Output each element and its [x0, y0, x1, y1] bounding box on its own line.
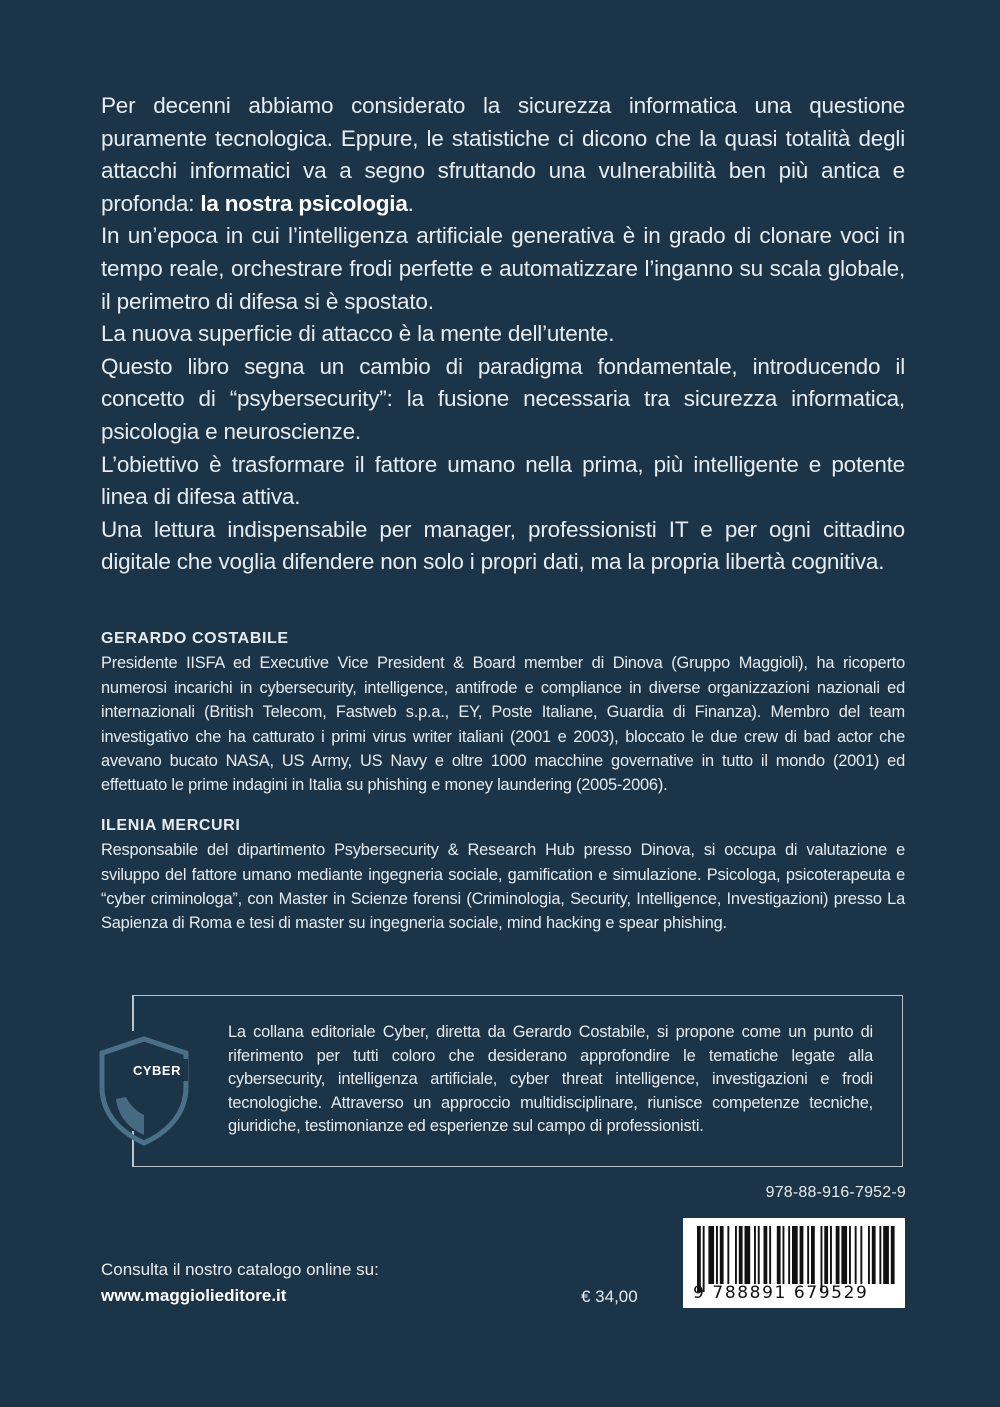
barcode-bar	[792, 1226, 798, 1284]
author-name: ILENIA MERCURI	[101, 816, 241, 834]
barcode-bar	[872, 1226, 876, 1284]
barcode-bar	[708, 1226, 714, 1284]
author-bio: Responsabile del dipartimento Psybersecurity & Research Hub presso Dinova, si occupa di valutazione e sviluppo del fattore umano mediante ingegneria sociale, gamification e simulazione. Psicologa, psicoterapeuta e “cyber criminologa”, con Master in Scienze forensi (Criminologia, Security, Intelligence, Investigazioni) presso La Sapienza di Roma e tesi di master su ingegneria sociale, mind hacking e spear phishing.	[101, 841, 905, 933]
barcode-bar	[860, 1226, 862, 1284]
author-bios	[101, 627, 905, 952]
barcode-bar	[841, 1226, 847, 1284]
series-description: La collana editoriale Cyber, diretta da Gerardo Costabile, si propone come un punto di riferimento per tutti coloro che desiderano approfondire le tematiche legate alla cybersecurity, intelligenza artificiale, cyber threat intelligence, investigazioni e frodi tecnologiche. Attraverso un approccio multidisciplinare, riunisce competenze tecniche, giuridiche, testimonianze ed esperienze sul campo di professionisti.	[228, 1023, 873, 1136]
barcode-bar	[807, 1226, 809, 1284]
catalog-text: Consulta il nostro catalogo online su:	[101, 1260, 379, 1279]
barcode-bar	[754, 1226, 756, 1284]
barcode-bar	[855, 1226, 857, 1284]
barcode-bar	[849, 1226, 851, 1284]
author-name: GERARDO COSTABILE	[101, 630, 289, 647]
barcode-bar	[758, 1226, 760, 1284]
cyber-logo-text: CYBER	[132, 1063, 182, 1078]
blurb-paragraph: Una lettura indispensabile per manager, professionisti IT e per ogni cittadino digitale che voglia difendere non solo i propri dati, ma la propria libertà cognitiva.	[101, 516, 905, 575]
barcode-digits: 9 788891 679529	[693, 1283, 869, 1303]
blurb	[101, 90, 905, 579]
barcode-bar	[788, 1226, 790, 1284]
barcode-bar	[720, 1226, 724, 1284]
barcode-bar	[868, 1226, 870, 1284]
barcode-bar	[777, 1226, 781, 1284]
author-bio: Presidente IISFA ed Executive Vice President & Board member di Dinova (Gruppo Maggioli), ha ricoperto numerosi incarichi in cybersecurity, intelligence, antifrode e compliance in diverse organizzazioni nazionali ed internazionali (British Telecom, Fastweb s.p.a., EY, Poste Italiane, Guardia di Finanza). Membro del team investigativo che ha catturato i primi virus writer italiani (2001 e 2003), bloccato le due crew di bad actor che avevano bucato NASA, US Army, US Navy e oltre 1000 macchine governative in tutto il mondo (2001) ed effettuato le prime indagini in Italia su phishing e money laundering (2005-2006).	[101, 654, 905, 795]
blurb-paragraph: In un’epoca in cui l’intelligenza artificiale generativa è in grado di clonare voci in tempo reale, orchestrare frodi perfette e automatizzare l’inganno su scala globale, il perimetro di difesa si è spostato.	[101, 223, 905, 314]
barcode-bar	[735, 1226, 737, 1284]
barcode-bar	[739, 1226, 743, 1284]
catalog-link[interactable]: www.maggiolieditore.it	[101, 1286, 287, 1305]
barcode-bar	[769, 1226, 771, 1284]
isbn: 978-88-916-7952-9	[765, 1184, 906, 1201]
barcode-bar	[836, 1226, 840, 1284]
barcode-bar	[727, 1226, 729, 1284]
barcode-bar	[830, 1226, 832, 1284]
blurb-paragraph: Questo libro segna un cambio di paradigma fondamentale, introducendo il concetto di “psybersecurity”: la fusione necessaria tra sicurezza informatica, psicologia e neuroscienze.	[101, 353, 905, 444]
barcode-bar	[764, 1226, 768, 1284]
blurb-paragraph: Per decenni abbiamo considerato la sicurezza informatica una questione puramente tecnologica. Eppure, le statistiche ci dicono che la quasi totalità degli attacchi informatici va a segno sfruttando una vulnerabilità ben più antica e profonda: la nostra psicologia.	[101, 93, 905, 216]
barcode-bar	[879, 1226, 881, 1284]
price: € 34,00	[581, 1287, 638, 1306]
barcode-bar	[716, 1226, 718, 1284]
barcode-bar	[811, 1226, 815, 1284]
barcode-bar	[745, 1226, 751, 1284]
barcode-bar	[891, 1226, 895, 1284]
barcode-bar	[783, 1226, 785, 1284]
cyber-shield-logo	[96, 1035, 192, 1147]
emphasis-text: la nostra psicologia	[200, 190, 408, 216]
barcode-bar	[824, 1226, 828, 1284]
barcode-bar	[883, 1226, 889, 1284]
barcode-bar	[800, 1226, 804, 1284]
blurb-paragraph: L’obiettivo è trasformare il fattore umano nella prima, più intelligente e potente linea di difesa attiva.	[101, 451, 905, 510]
blurb-paragraph: La nuova superficie di attacco è la mente dell’utente.	[101, 321, 615, 347]
